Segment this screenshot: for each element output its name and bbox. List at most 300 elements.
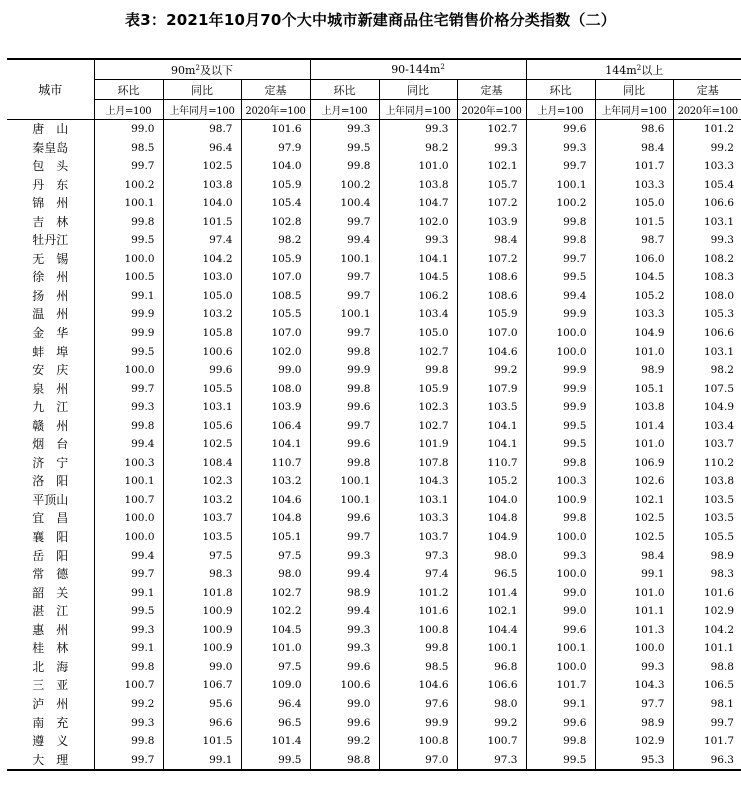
- index-value: 99.3: [94, 621, 163, 640]
- index-value: 100.2: [94, 176, 163, 195]
- index-value: 106.5: [673, 676, 741, 695]
- index-value: 99.1: [94, 287, 163, 306]
- index-value: 106.6: [673, 194, 741, 213]
- index-value: 96.5: [241, 714, 310, 733]
- index-value: 102.7: [379, 343, 457, 362]
- index-value: 104.9: [673, 398, 741, 417]
- index-value: 105.1: [595, 380, 673, 399]
- index-value: 104.9: [595, 324, 673, 343]
- index-value: 104.6: [379, 676, 457, 695]
- index-value: 102.7: [457, 120, 526, 139]
- index-value: 99.8: [94, 658, 163, 677]
- index-value: 101.0: [595, 343, 673, 362]
- index-value: 107.9: [457, 380, 526, 399]
- city-name: 湛 江: [7, 602, 94, 621]
- index-value: 109.0: [241, 676, 310, 695]
- table-row: [7, 157, 741, 176]
- index-value: 103.1: [673, 343, 741, 362]
- index-value: 98.2: [241, 231, 310, 250]
- index-value: 99.8: [94, 732, 163, 751]
- index-value: 100.1: [310, 305, 379, 324]
- index-value: 99.7: [310, 213, 379, 232]
- index-value: 100.2: [526, 194, 595, 213]
- index-value: 100.0: [94, 528, 163, 547]
- index-value: 98.7: [595, 231, 673, 250]
- index-value: 99.9: [526, 398, 595, 417]
- index-value: 106.0: [595, 250, 673, 269]
- index-value: 102.7: [241, 584, 310, 603]
- index-value: 98.9: [595, 714, 673, 733]
- index-value: 96.5: [457, 565, 526, 584]
- index-value: 105.4: [673, 176, 741, 195]
- index-value: 99.6: [310, 398, 379, 417]
- index-value: 100.0: [526, 324, 595, 343]
- index-value: 98.7: [163, 120, 241, 139]
- index-value: 102.3: [163, 472, 241, 491]
- base-previous-month: 上月=100: [526, 100, 595, 120]
- index-value: 101.2: [673, 120, 741, 139]
- index-value: 98.3: [163, 565, 241, 584]
- index-value: 99.0: [163, 658, 241, 677]
- index-value: 98.0: [241, 565, 310, 584]
- index-value: 98.0: [457, 695, 526, 714]
- index-value: 103.5: [673, 509, 741, 528]
- index-value: 100.3: [94, 454, 163, 473]
- index-value: 101.5: [595, 213, 673, 232]
- index-value: 99.9: [526, 305, 595, 324]
- index-value: 103.3: [379, 509, 457, 528]
- index-value: 98.8: [673, 658, 741, 677]
- index-value: 99.1: [94, 584, 163, 603]
- index-value: 100.1: [94, 472, 163, 491]
- index-value: 100.1: [94, 194, 163, 213]
- index-value: 105.5: [673, 528, 741, 547]
- city-name: 秦皇岛: [7, 139, 94, 158]
- index-value: 103.2: [163, 491, 241, 510]
- index-value: 108.0: [241, 380, 310, 399]
- index-value: 107.5: [673, 380, 741, 399]
- city-name: 无 锡: [7, 250, 94, 269]
- index-value: 102.5: [595, 528, 673, 547]
- index-value: 99.3: [310, 621, 379, 640]
- city-name: 北 海: [7, 658, 94, 677]
- city-name: 赣 州: [7, 417, 94, 436]
- index-value: 99.8: [379, 639, 457, 658]
- index-value: 105.1: [241, 528, 310, 547]
- index-value: 99.7: [94, 380, 163, 399]
- city-name: 宜 昌: [7, 509, 94, 528]
- city-name: 济 宁: [7, 454, 94, 473]
- index-value: 103.7: [673, 435, 741, 454]
- index-value: 99.3: [526, 547, 595, 566]
- subheader-mom: 环比: [310, 80, 379, 100]
- index-value: 104.5: [379, 268, 457, 287]
- index-value: 100.8: [379, 621, 457, 640]
- index-value: 97.5: [241, 547, 310, 566]
- index-value: 103.5: [163, 528, 241, 547]
- index-value: 95.3: [595, 751, 673, 771]
- index-value: 100.6: [310, 676, 379, 695]
- index-value: 99.3: [310, 547, 379, 566]
- index-value: 105.5: [163, 380, 241, 399]
- index-value: 104.6: [457, 343, 526, 362]
- index-value: 102.6: [595, 472, 673, 491]
- index-value: 97.4: [163, 231, 241, 250]
- index-value: 99.7: [310, 528, 379, 547]
- index-value: 99.9: [379, 714, 457, 733]
- table-row: [7, 231, 741, 250]
- index-value: 99.5: [94, 231, 163, 250]
- index-value: 99.8: [526, 231, 595, 250]
- index-value: 99.9: [94, 305, 163, 324]
- index-value: 100.7: [457, 732, 526, 751]
- index-value: 99.8: [94, 417, 163, 436]
- index-value: 103.1: [163, 398, 241, 417]
- price-index-table-container: [7, 58, 738, 771]
- index-value: 104.9: [457, 528, 526, 547]
- index-value: 100.6: [163, 343, 241, 362]
- index-value: 103.4: [673, 417, 741, 436]
- subheader-fixed-base: 定基: [457, 80, 526, 100]
- index-value: 103.1: [379, 491, 457, 510]
- index-value: 107.0: [241, 268, 310, 287]
- table-row: [7, 695, 741, 714]
- table-row: [7, 714, 741, 733]
- index-value: 100.0: [94, 361, 163, 380]
- index-value: 108.6: [457, 268, 526, 287]
- index-value: 99.3: [595, 658, 673, 677]
- index-value: 102.9: [595, 732, 673, 751]
- index-value: 104.1: [457, 435, 526, 454]
- index-value: 99.3: [673, 231, 741, 250]
- index-value: 99.8: [526, 454, 595, 473]
- index-value: 103.3: [595, 305, 673, 324]
- index-value: 104.8: [457, 509, 526, 528]
- table-row: [7, 417, 741, 436]
- index-value: 97.5: [163, 547, 241, 566]
- city-column-header: 城市: [7, 59, 94, 120]
- index-value: 99.5: [241, 751, 310, 771]
- index-value: 100.1: [457, 639, 526, 658]
- subheader-yoy: 同比: [163, 80, 241, 100]
- index-value: 104.0: [457, 491, 526, 510]
- index-value: 103.8: [595, 398, 673, 417]
- index-value: 103.5: [673, 491, 741, 510]
- index-value: 101.6: [673, 584, 741, 603]
- index-value: 101.4: [595, 417, 673, 436]
- index-value: 100.3: [526, 472, 595, 491]
- city-name: 扬 州: [7, 287, 94, 306]
- index-value: 100.0: [526, 565, 595, 584]
- city-name: 唐 山: [7, 120, 94, 139]
- index-value: 108.0: [673, 287, 741, 306]
- index-value: 99.8: [526, 509, 595, 528]
- index-value: 99.8: [310, 454, 379, 473]
- index-value: 99.8: [310, 380, 379, 399]
- subheader-mom: 环比: [94, 80, 163, 100]
- city-name: 徐 州: [7, 268, 94, 287]
- index-value: 104.1: [241, 435, 310, 454]
- index-value: 104.4: [457, 621, 526, 640]
- index-value: 99.7: [310, 287, 379, 306]
- index-value: 102.0: [379, 213, 457, 232]
- index-value: 100.0: [526, 658, 595, 677]
- index-value: 98.9: [673, 547, 741, 566]
- index-value: 106.6: [673, 324, 741, 343]
- table-row: [7, 565, 741, 584]
- index-value: 101.1: [595, 602, 673, 621]
- index-value: 99.0: [526, 584, 595, 603]
- index-value: 99.3: [457, 139, 526, 158]
- base-same-month-last-year: 上年同月=100: [595, 100, 673, 120]
- index-value: 101.7: [673, 732, 741, 751]
- index-value: 99.7: [94, 751, 163, 771]
- index-value: 97.6: [379, 695, 457, 714]
- table-row: [7, 584, 741, 603]
- index-value: 107.0: [457, 324, 526, 343]
- index-value: 100.4: [310, 194, 379, 213]
- index-value: 104.7: [379, 194, 457, 213]
- index-value: 108.2: [673, 250, 741, 269]
- index-value: 100.7: [94, 676, 163, 695]
- index-value: 104.1: [379, 250, 457, 269]
- index-value: 100.0: [526, 528, 595, 547]
- index-value: 99.2: [457, 361, 526, 380]
- index-value: 104.5: [241, 621, 310, 640]
- index-value: 99.5: [310, 139, 379, 158]
- index-value: 101.7: [595, 157, 673, 176]
- index-value: 99.4: [526, 287, 595, 306]
- index-value: 100.0: [94, 509, 163, 528]
- index-value: 102.3: [379, 398, 457, 417]
- index-value: 104.2: [673, 621, 741, 640]
- index-value: 100.0: [595, 639, 673, 658]
- index-value: 104.6: [241, 491, 310, 510]
- index-value: 105.9: [241, 250, 310, 269]
- base-year-2020: 2020年=100: [673, 100, 741, 120]
- index-value: 99.2: [457, 714, 526, 733]
- index-value: 99.8: [310, 157, 379, 176]
- index-value: 99.0: [241, 361, 310, 380]
- index-value: 99.5: [526, 435, 595, 454]
- subheader-fixed-base: 定基: [673, 80, 741, 100]
- index-value: 103.8: [379, 176, 457, 195]
- index-value: 99.5: [526, 268, 595, 287]
- index-value: 105.8: [163, 324, 241, 343]
- index-value: 99.2: [94, 695, 163, 714]
- index-value: 105.9: [379, 380, 457, 399]
- city-name: 洛 阳: [7, 472, 94, 491]
- index-value: 100.5: [94, 268, 163, 287]
- index-value: 104.0: [241, 157, 310, 176]
- index-value: 103.3: [673, 157, 741, 176]
- index-value: 103.9: [457, 213, 526, 232]
- index-value: 99.6: [163, 361, 241, 380]
- base-previous-month: 上月=100: [310, 100, 379, 120]
- index-value: 98.0: [457, 547, 526, 566]
- index-value: 99.4: [310, 231, 379, 250]
- city-name: 吉 林: [7, 213, 94, 232]
- index-value: 96.6: [163, 714, 241, 733]
- index-value: 99.3: [526, 139, 595, 158]
- subheader-mom: 环比: [526, 80, 595, 100]
- city-name: 牡丹江: [7, 231, 94, 250]
- index-value: 103.8: [673, 472, 741, 491]
- index-value: 98.2: [673, 361, 741, 380]
- index-value: 105.4: [241, 194, 310, 213]
- index-value: 98.8: [310, 751, 379, 771]
- index-value: 99.3: [310, 120, 379, 139]
- index-value: 99.4: [94, 547, 163, 566]
- index-value: 107.2: [457, 194, 526, 213]
- table-row: [7, 491, 741, 510]
- table-row: [7, 305, 741, 324]
- index-value: 99.0: [310, 695, 379, 714]
- index-value: 102.7: [379, 417, 457, 436]
- index-value: 107.2: [457, 250, 526, 269]
- base-previous-month: 上月=100: [94, 100, 163, 120]
- index-value: 98.6: [595, 120, 673, 139]
- index-value: 99.6: [526, 621, 595, 640]
- index-value: 95.6: [163, 695, 241, 714]
- index-value: 103.7: [163, 509, 241, 528]
- index-value: 106.6: [457, 676, 526, 695]
- table-row: [7, 528, 741, 547]
- city-name: 包 头: [7, 157, 94, 176]
- city-name: 平顶山: [7, 491, 94, 510]
- index-value: 103.2: [163, 305, 241, 324]
- index-value: 99.7: [310, 417, 379, 436]
- index-value: 100.9: [163, 621, 241, 640]
- index-value: 99.7: [673, 714, 741, 733]
- index-value: 110.2: [673, 454, 741, 473]
- index-value: 101.5: [163, 213, 241, 232]
- index-value: 105.5: [241, 305, 310, 324]
- index-value: 99.3: [310, 639, 379, 658]
- index-value: 97.9: [241, 139, 310, 158]
- table-row: [7, 287, 741, 306]
- index-value: 106.9: [595, 454, 673, 473]
- table-row: [7, 435, 741, 454]
- index-value: 99.0: [526, 602, 595, 621]
- index-value: 100.9: [163, 602, 241, 621]
- city-name: 泸 州: [7, 695, 94, 714]
- table-row: [7, 751, 741, 771]
- index-value: 101.5: [163, 732, 241, 751]
- index-value: 99.6: [310, 714, 379, 733]
- index-value: 100.1: [310, 491, 379, 510]
- index-value: 100.9: [163, 639, 241, 658]
- index-value: 99.5: [94, 343, 163, 362]
- index-value: 103.2: [241, 472, 310, 491]
- index-value: 102.1: [595, 491, 673, 510]
- page-title: 表3：2021年10月70个大中城市新建商品住宅销售价格分类指数（二）: [125, 11, 616, 29]
- subheader-fixed-base: 定基: [241, 80, 310, 100]
- index-value: 100.1: [526, 639, 595, 658]
- index-value: 102.1: [457, 157, 526, 176]
- base-year-2020: 2020年=100: [457, 100, 526, 120]
- index-value: 101.4: [241, 732, 310, 751]
- city-name: 惠 州: [7, 621, 94, 640]
- table-row: [7, 120, 741, 139]
- subheader-yoy: 同比: [379, 80, 457, 100]
- city-name: 锦 州: [7, 194, 94, 213]
- subheader-yoy: 同比: [595, 80, 673, 100]
- index-value: 107.8: [379, 454, 457, 473]
- index-value: 105.9: [457, 305, 526, 324]
- index-value: 101.9: [379, 435, 457, 454]
- index-value: 102.0: [241, 343, 310, 362]
- index-value: 99.5: [94, 602, 163, 621]
- index-value: 101.2: [379, 584, 457, 603]
- index-value: 104.8: [241, 509, 310, 528]
- index-value: 99.6: [526, 120, 595, 139]
- index-value: 102.2: [241, 602, 310, 621]
- index-value: 104.2: [163, 250, 241, 269]
- index-value: 102.1: [457, 602, 526, 621]
- table-row: [7, 194, 741, 213]
- index-value: 99.5: [526, 751, 595, 771]
- table-row: [7, 324, 741, 343]
- price-index-table: [7, 58, 741, 771]
- index-value: 105.2: [457, 472, 526, 491]
- index-value: 99.9: [310, 361, 379, 380]
- index-value: 100.2: [310, 176, 379, 195]
- index-value: 99.5: [526, 417, 595, 436]
- index-value: 100.0: [526, 343, 595, 362]
- city-name: 遵 义: [7, 732, 94, 751]
- index-value: 103.5: [457, 398, 526, 417]
- index-value: 99.7: [310, 324, 379, 343]
- index-value: 103.8: [163, 176, 241, 195]
- index-value: 103.3: [595, 176, 673, 195]
- index-value: 103.9: [241, 398, 310, 417]
- index-value: 97.5: [241, 658, 310, 677]
- index-value: 105.3: [673, 305, 741, 324]
- index-value: 100.1: [310, 472, 379, 491]
- table-header: [7, 59, 741, 120]
- index-value: 99.6: [526, 714, 595, 733]
- index-value: 99.1: [163, 751, 241, 771]
- index-value: 108.6: [457, 287, 526, 306]
- index-value: 98.5: [379, 658, 457, 677]
- table-row: [7, 454, 741, 473]
- index-value: 99.9: [526, 380, 595, 399]
- index-value: 99.8: [94, 213, 163, 232]
- index-value: 99.9: [94, 324, 163, 343]
- table-row: [7, 139, 741, 158]
- table-row: [7, 213, 741, 232]
- index-value: 99.1: [94, 639, 163, 658]
- table-row: [7, 602, 741, 621]
- index-value: 101.1: [673, 639, 741, 658]
- index-value: 99.6: [310, 509, 379, 528]
- base-same-month-last-year: 上年同月=100: [163, 100, 241, 120]
- index-value: 102.5: [595, 509, 673, 528]
- table-body: [7, 120, 741, 771]
- index-value: 96.3: [673, 751, 741, 771]
- table-row: [7, 361, 741, 380]
- index-value: 98.4: [457, 231, 526, 250]
- index-value: 99.4: [310, 602, 379, 621]
- table-row: [7, 472, 741, 491]
- index-value: 98.4: [595, 547, 673, 566]
- index-value: 97.4: [379, 565, 457, 584]
- index-value: 99.7: [94, 565, 163, 584]
- index-value: 99.6: [310, 435, 379, 454]
- index-value: 104.1: [457, 417, 526, 436]
- index-value: 104.3: [595, 676, 673, 695]
